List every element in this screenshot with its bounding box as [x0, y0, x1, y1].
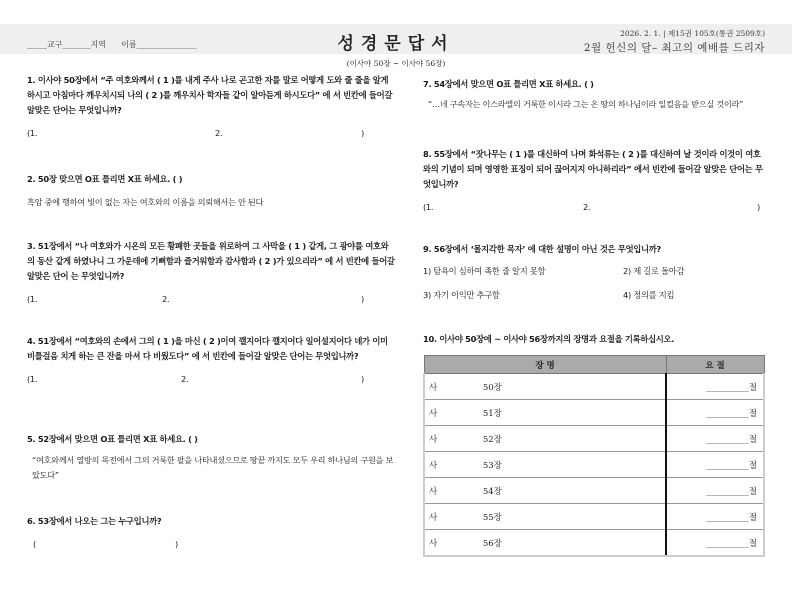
question-text[interactable]: 5. 52장에서 맞으면 O표 틀리면 X표 하세요. ( ) [27, 434, 198, 444]
answer-2-label: 2. [215, 128, 223, 138]
chapter-cell: 54장 [483, 478, 666, 504]
table-row [424, 374, 764, 400]
question-statement: “…네 구속자는 이스라엘의 거룩한 이시라 그는 온 땅의 하나님이라 일컬음을 받으실 것이라” [428, 99, 744, 109]
question-text: 3. 51장에서 “나 여호와가 시온의 모든 황폐한 곳들을 위로하여 그 사막을 ( 1 ) 같게, 그 광야를 여호와의 동산 같게 하였나니 그 가운데에 기뻐함과 즐거워함과 감사함과 ( 2 )가 있으리라” 에 서 빈칸에 들어갈 알맞은 단어 는 무엇입니까? [27, 241, 395, 281]
question-1 [27, 73, 395, 141]
answer-2-label: 2. [181, 374, 189, 384]
answer-close: ) [175, 539, 178, 549]
chapter-cell: 55장 [483, 504, 666, 530]
options-row-2 [423, 288, 768, 303]
option-1[interactable]: 1) 탐욕이 심하여 족한 줄 알지 못함 [423, 266, 546, 276]
question-5 [27, 432, 395, 483]
book-cell: 사 [424, 504, 483, 530]
page-title: 성경문답서 [337, 34, 455, 54]
verse-input[interactable]: __________절 [666, 400, 764, 426]
monthly-theme: 2월 헌신의 달– 최고의 예배를 드리자 [583, 42, 765, 54]
answer-2-label: 2. [162, 294, 170, 304]
answer-row[interactable] [27, 126, 395, 141]
answer-row[interactable] [27, 537, 395, 552]
chapter-cell: 52장 [483, 426, 666, 452]
book-cell: 사 [424, 530, 483, 557]
answer-row[interactable] [27, 372, 395, 387]
question-9 [423, 242, 768, 303]
verse-input[interactable]: __________절 [666, 426, 764, 452]
answer-row[interactable] [27, 292, 395, 307]
student-info-fields[interactable]: _____교구_______지역 이름_______________ [27, 40, 197, 49]
question-8 [423, 147, 768, 215]
book-cell: 사 [424, 400, 483, 426]
chapter-cell: 51장 [483, 400, 666, 426]
table-row [424, 400, 764, 426]
option-4[interactable]: 4) 정의를 지킴 [623, 290, 675, 300]
answer-1-label: (1. [27, 374, 38, 384]
table-row [424, 452, 764, 478]
answer-close: ) [361, 294, 364, 304]
question-text: 9. 56장에서 ‘몰지각한 목자’ 에 대한 설명이 아닌 것은 무엇입니까? [423, 244, 661, 254]
question-text: 4. 51장에서 “여호와의 손에서 그의 ( 1 )을 마신 ( 2 )이여 깰지어다 깰지어다 일어설지어다 네가 이미 비틀걸음 치게 하는 큰 잔을 마셔 다 비웠도다” 에 서 빈칸에 들어갈 알맞은 단어는 무엇입니까? [27, 336, 388, 361]
verse-input[interactable]: __________절 [666, 530, 764, 557]
question-text[interactable]: 7. 54장에서 맞으면 O표 틀리면 X표 하세요. ( ) [423, 79, 594, 89]
verse-input[interactable]: __________절 [666, 452, 764, 478]
question-7 [423, 77, 768, 112]
chapter-cell: 56장 [483, 530, 666, 557]
option-3[interactable]: 3) 자기 이익만 추구함 [423, 290, 500, 300]
answer-2-label: 2. [583, 202, 591, 212]
question-text: 6. 53장에서 나오는 그는 누구입니까? [27, 516, 162, 526]
question-text[interactable]: 2. 50장 맞으면 O표 틀리면 X표 하세요. ( ) [27, 174, 183, 184]
verse-input[interactable]: __________절 [666, 374, 764, 400]
question-text: 10. 이사야 50장에 ~ 이사야 56장까지의 장명과 요절을 기록하십시오. [423, 334, 675, 344]
chapter-cell: 53장 [483, 452, 666, 478]
header-chapter-name: 장 명 [424, 356, 666, 374]
book-cell: 사 [424, 478, 483, 504]
question-10 [423, 332, 768, 347]
header-key-verse: 요 절 [666, 356, 764, 374]
verse-input[interactable]: __________절 [666, 478, 764, 504]
verse-input[interactable]: __________절 [666, 504, 764, 530]
options-row-1 [423, 264, 768, 279]
answer-1-label: (1. [27, 128, 38, 138]
book-cell: 사 [424, 374, 483, 400]
question-6 [27, 514, 395, 552]
table-row [424, 426, 764, 452]
book-cell: 사 [424, 426, 483, 452]
issue-info: 2026. 2. 1. | 제15권 105호(통권 2509호) [620, 29, 765, 38]
answer-close: ) [361, 374, 364, 384]
table-header [424, 356, 764, 374]
question-statement: “여호와께서 열방의 목전에서 그의 거룩한 팔을 나타내셨으므로 땅끝 까지도 모두 우리 하나님의 구원을 보았도다” [32, 455, 394, 480]
answer-close: ) [757, 202, 760, 212]
answer-row[interactable] [423, 200, 768, 215]
question-3 [27, 239, 395, 307]
question-text: 8. 55장에서 “잣나무는 ( 1 )를 대신하여 나며 화석류는 ( 2 )를 대신하여 날 것이라 이것이 여호와의 기념이 되며 영영한 표징이 되어 끊어지지 아니하리라” 에서 빈칸에 들어갈 알맞은 단어는 무엇입니까? [423, 149, 763, 189]
scripture-range: (이사야 50장 ~ 이사야 56장) [346, 59, 446, 68]
answer-1-label: (1. [423, 202, 434, 212]
answer-open: ( [33, 539, 36, 549]
answer-close: ) [361, 128, 364, 138]
table-row [424, 478, 764, 504]
table-row [424, 530, 764, 557]
chapter-cell: 50장 [483, 374, 666, 400]
book-cell: 사 [424, 452, 483, 478]
question-2 [27, 172, 395, 210]
chapter-verse-table [423, 355, 765, 557]
table-row [424, 504, 764, 530]
question-statement: 흑암 중에 행하여 빛이 없는 자는 여호와의 이름을 의뢰해서는 안 된다 [27, 197, 264, 207]
option-2[interactable]: 2) 제 길로 돌아감 [623, 266, 685, 276]
question-text: 1. 이사야 50장에서 “주 여호와께서 ( 1 )를 내게 주사 나로 곤고한 자를 말로 어떻게 도와 줄 줄을 알게 하시고 아침마다 깨우치시되 나의 ( 2 )를 깨우치사 학자들 같이 알아듣게 하시도다” 에 서 빈칸에 들어갈 알맞은 단어는 무엇입니까? [27, 75, 393, 115]
answer-1-label: (1. [27, 294, 38, 304]
question-4 [27, 334, 395, 387]
